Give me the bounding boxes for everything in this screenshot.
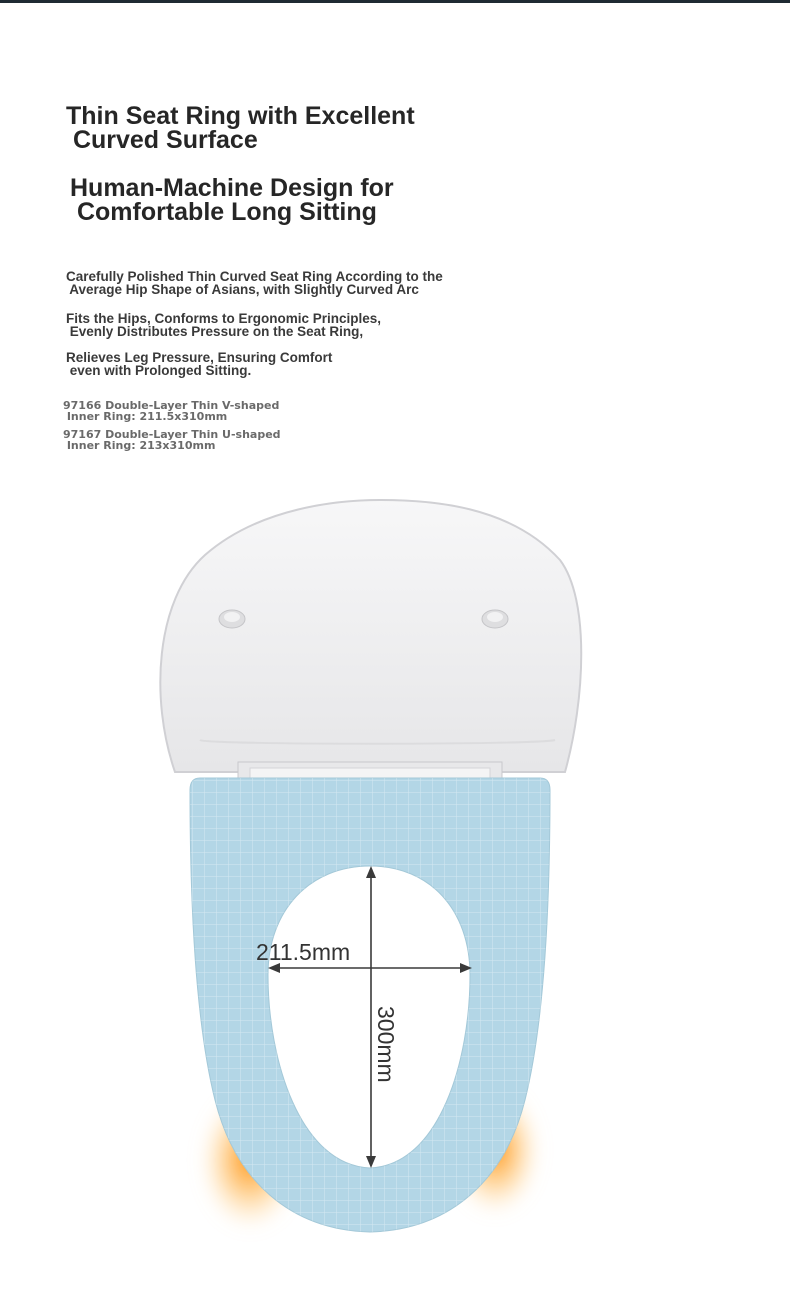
height-dimension-label: 300mm bbox=[373, 1006, 399, 1083]
feature-text-fits-hips: Fits the Hips, Conforms to Ergonomic Principles, Evenly Distributes Pressure on the Seat Ring, bbox=[66, 311, 382, 339]
top-border bbox=[0, 0, 790, 3]
toilet-seat-illustration bbox=[0, 470, 790, 1270]
seat-lid bbox=[160, 500, 581, 772]
feature-text-relieves-pressure: Relieves Leg Pressure, Ensuring Comfort even with Prolonged Sitting. bbox=[66, 350, 333, 378]
model-spec-97166: 97166 Double-Layer Thin V-shaped Inner Ring: 211.5x310mm bbox=[63, 399, 280, 423]
width-dimension-label: 211.5mm bbox=[256, 939, 351, 965]
headline-thin-seat-ring: Thin Seat Ring with Excellent Curved Surface bbox=[66, 102, 415, 154]
model-spec-97167: 97167 Double-Layer Thin U-shaped Inner Ring: 213x310mm bbox=[63, 428, 281, 452]
headline-human-machine-design: Human-Machine Design for Comfortable Long Sitting bbox=[70, 174, 394, 226]
feature-text-polished-ring: Carefully Polished Thin Curved Seat Ring According to the Average Hip Shape of Asians, with Slightly Curved Arc bbox=[66, 269, 443, 297]
lid-bumper-right-icon bbox=[482, 610, 508, 628]
lid-bumper-left-icon bbox=[219, 610, 245, 628]
